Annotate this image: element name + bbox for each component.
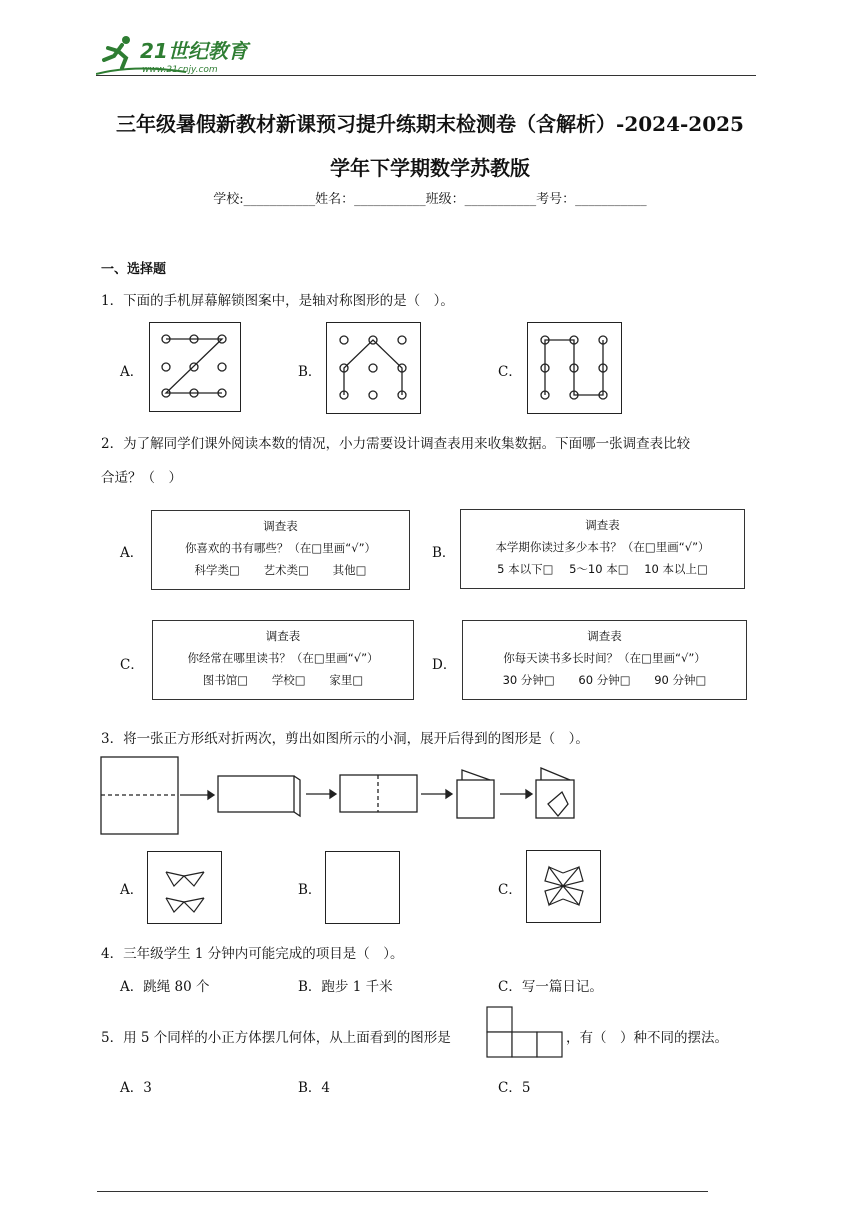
q3-folding-steps bbox=[100, 756, 580, 842]
survey-item: 10 本以上□ bbox=[644, 562, 708, 576]
q2-survey-b bbox=[460, 509, 745, 589]
logo bbox=[96, 34, 266, 80]
survey-item: 60 分钟□ bbox=[578, 673, 631, 687]
question-1: 1．下面的手机屏幕解锁图案中，是轴对称图形的是（ ）。 bbox=[101, 293, 454, 309]
survey-item: 科学类□ bbox=[194, 563, 240, 577]
q2-option-c-label: C． bbox=[120, 657, 144, 673]
q2-survey-a bbox=[151, 510, 410, 590]
q3-option-b-label: B． bbox=[298, 882, 322, 898]
q3-option-a-label: A． bbox=[120, 882, 144, 898]
q2-option-b-label: B． bbox=[432, 545, 456, 561]
title-line-2: 学年下学期数学苏教版 bbox=[330, 156, 530, 180]
question-4: 4．三年级学生 1 分钟内可能完成的项目是（ ）。 bbox=[101, 946, 404, 962]
question-2-line-2: 合适？（ ） bbox=[101, 470, 182, 486]
q4-option-a: A．跳绳 80 个 bbox=[120, 979, 210, 995]
title-line-1: 三年级暑假新教材新课预习提升练期末检测卷（含解析）-2024-2025 bbox=[116, 112, 744, 136]
question-2-line-1: 2．为了解同学们课外阅读本数的情况，小力需要设计调查表用来收集数据。下面哪一张调查表比较 bbox=[101, 436, 691, 452]
question-5-text-before: 5．用 5 个同样的小正方体摆几何体，从上面看到的图形是 bbox=[101, 1030, 451, 1046]
q1-option-c-pattern bbox=[527, 322, 622, 414]
survey-item: 艺术类□ bbox=[263, 563, 309, 577]
q4-option-c: C．写一篇日记。 bbox=[498, 979, 603, 995]
q3-option-c-label: C． bbox=[498, 882, 522, 898]
question-3: 3．将一张正方形纸对折两次，剪出如图所示的小洞，展开后得到的图形是（ ）。 bbox=[101, 731, 589, 747]
q1-option-b-label: B． bbox=[298, 364, 322, 380]
q3-option-c-figure bbox=[526, 850, 601, 923]
survey-item: 30 分钟□ bbox=[502, 673, 555, 687]
q2-option-a-label: A． bbox=[120, 545, 144, 561]
svg-text:21世纪教育: 21世纪教育 bbox=[140, 39, 248, 63]
q3-option-b-figure bbox=[325, 851, 400, 924]
q4-option-b: B．跑步 1 千米 bbox=[298, 979, 393, 995]
svg-text:www.21cnjy.com: www.21cnjy.com bbox=[142, 65, 218, 75]
survey-item: 5 本以下□ bbox=[497, 562, 554, 576]
q1-option-a-pattern bbox=[149, 322, 241, 412]
survey-title: 调查表 bbox=[265, 629, 301, 643]
logo-runner-icon bbox=[96, 34, 266, 80]
survey-question: 你每天读书多长时间？（在□里画“√”） bbox=[503, 651, 706, 665]
survey-title: 调查表 bbox=[585, 518, 620, 532]
survey-item: 学校□ bbox=[271, 673, 306, 687]
survey-item: 家里□ bbox=[329, 673, 364, 687]
survey-title: 调查表 bbox=[263, 519, 298, 533]
q5-option-c: C．5 bbox=[498, 1080, 531, 1096]
q3-option-a-figure bbox=[147, 851, 222, 924]
survey-item: 其他□ bbox=[332, 563, 367, 577]
section-heading: 一、选择题 bbox=[101, 262, 167, 277]
question-5-text-after: ，有（ ）种不同的摆法。 bbox=[566, 1030, 728, 1046]
survey-title: 调查表 bbox=[587, 629, 622, 643]
q2-option-d-label: D． bbox=[432, 657, 457, 673]
survey-question: 你经常在哪里读书？（在□里画“√”） bbox=[187, 651, 379, 665]
q2-survey-d bbox=[462, 620, 747, 700]
q1-option-a-label: A． bbox=[120, 364, 144, 380]
footer-rule bbox=[97, 1191, 708, 1192]
q1-option-c-label: C． bbox=[498, 364, 522, 380]
header-rule bbox=[96, 75, 756, 76]
survey-item: 图书馆□ bbox=[202, 673, 249, 687]
survey-item: 90 分钟□ bbox=[654, 673, 707, 687]
q5-option-a: A．3 bbox=[120, 1080, 152, 1096]
student-info-fields: 学校:___________姓名：___________班级：___________考号：___________ bbox=[213, 192, 647, 207]
survey-item: 5～10 本□ bbox=[569, 562, 629, 576]
q5-option-b: B．4 bbox=[298, 1080, 331, 1096]
survey-question: 你喜欢的书有哪些？（在□里画“√”） bbox=[184, 541, 377, 555]
q2-survey-c bbox=[152, 620, 414, 700]
q5-top-view-figure bbox=[486, 1006, 566, 1062]
q1-option-b-pattern bbox=[326, 322, 421, 414]
survey-question: 本学期你读过多少本书？（在□里画“√”） bbox=[495, 540, 710, 554]
